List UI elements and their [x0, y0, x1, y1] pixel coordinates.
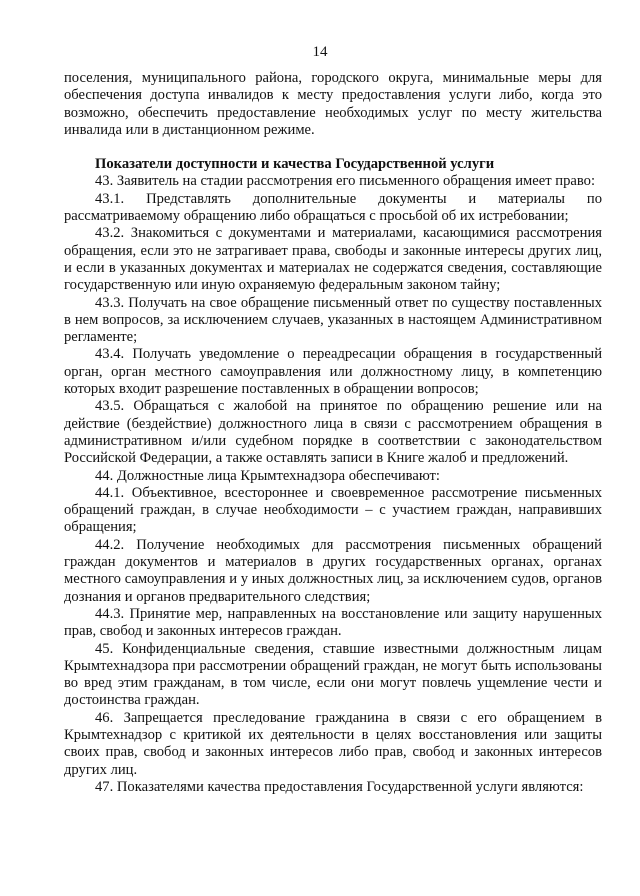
paragraph-44-2: 44.2. Получение необходимых для рассмотрения письменных обращений граждан документов и материалов в других государственных органах, органах местного самоуправления и у иных должностных лиц, за исключением судов, органов дознания и органов предварительного следствия; [64, 536, 602, 605]
paragraph-44-1: 44.1. Объективное, всестороннее и своевременное рассмотрение письменных обращений граждан, в случае необходимости – с участием граждан, направивших обращения; [64, 484, 602, 536]
paragraph-46: 46. Запрещается преследование гражданина в связи с его обращением в Крымтехнадзор с критикой их деятельности в целях восстановления или защиты своих прав, свобод и законных интересов либо прав, свобод и законных интересов других лиц. [64, 709, 602, 778]
paragraph-44-3: 44.3. Принятие мер, направленных на восстановление или защиту нарушенных прав, свобод и законных интересов граждан. [64, 605, 602, 640]
page-number: 14 [312, 44, 328, 60]
paragraph-43-3: 43.3. Получать на свое обращение письменный ответ по существу поставленных в нем вопросов, за исключением случаев, указанных в настоящем Административном регламенте; [64, 294, 602, 346]
section-heading: Показатели доступности и качества Государственной услуги [95, 156, 495, 173]
paragraph-43-5: 43.5. Обращаться с жалобой на принятое по обращению решение или на действие (бездействие) должностного лица в связи с рассмотрением обращения в административном и/или судебном порядке в соответствии с законодательством Российской Федерации, а также оставлять записи в Книге жалоб и предложений. [64, 398, 602, 467]
paragraph-43: 43. Заявитель на стадии рассмотрения его письменного обращения имеет право: [95, 173, 595, 190]
paragraph-47: 47. Показателями качества предоставления Государственной услуги являются: [95, 778, 584, 795]
paragraph-43-4: 43.4. Получать уведомление о переадресации обращения в государственный орган, орган местного самоуправления или должностному лицу, в компетенцию которых входит разрешение поставленных в обращении вопросов; [64, 346, 602, 398]
paragraph-45: 45. Конфиденциальные сведения, ставшие известными должностным лицам Крымтехнадзора при рассмотрении обращений граждан, не могут быть использованы во вред этим гражданам, в том числе, если они могут повлечь ущемление чести и достоинства граждан. [64, 640, 602, 709]
document-body [64, 70, 602, 796]
paragraph-continuation: поселения, муниципального района, городского округа, минимальные меры для обеспечения доступа инвалидов к месту предоставления услуги либо, когда это возможно, обеспечить предоставление необходимых услуг по месту жительства инвалида или в дистанционном режиме. [64, 70, 602, 138]
paragraph-43-2: 43.2. Знакомиться с документами и материалами, касающимися рассмотрения обращения, если это не затрагивает права, свободы и законные интересы других лиц, и если в указанных документах и материалах не содержатся сведения, составляющие государственную или иную охраняемую федеральным законом тайну; [64, 225, 602, 294]
paragraph-43-1: 43.1. Представлять дополнительные документы и материалы по рассматриваемому обращению либо обращаться с просьбой об их истребовании; [64, 190, 602, 225]
paragraph-44: 44. Должностные лица Крымтехнадзора обеспечивают: [95, 467, 440, 484]
